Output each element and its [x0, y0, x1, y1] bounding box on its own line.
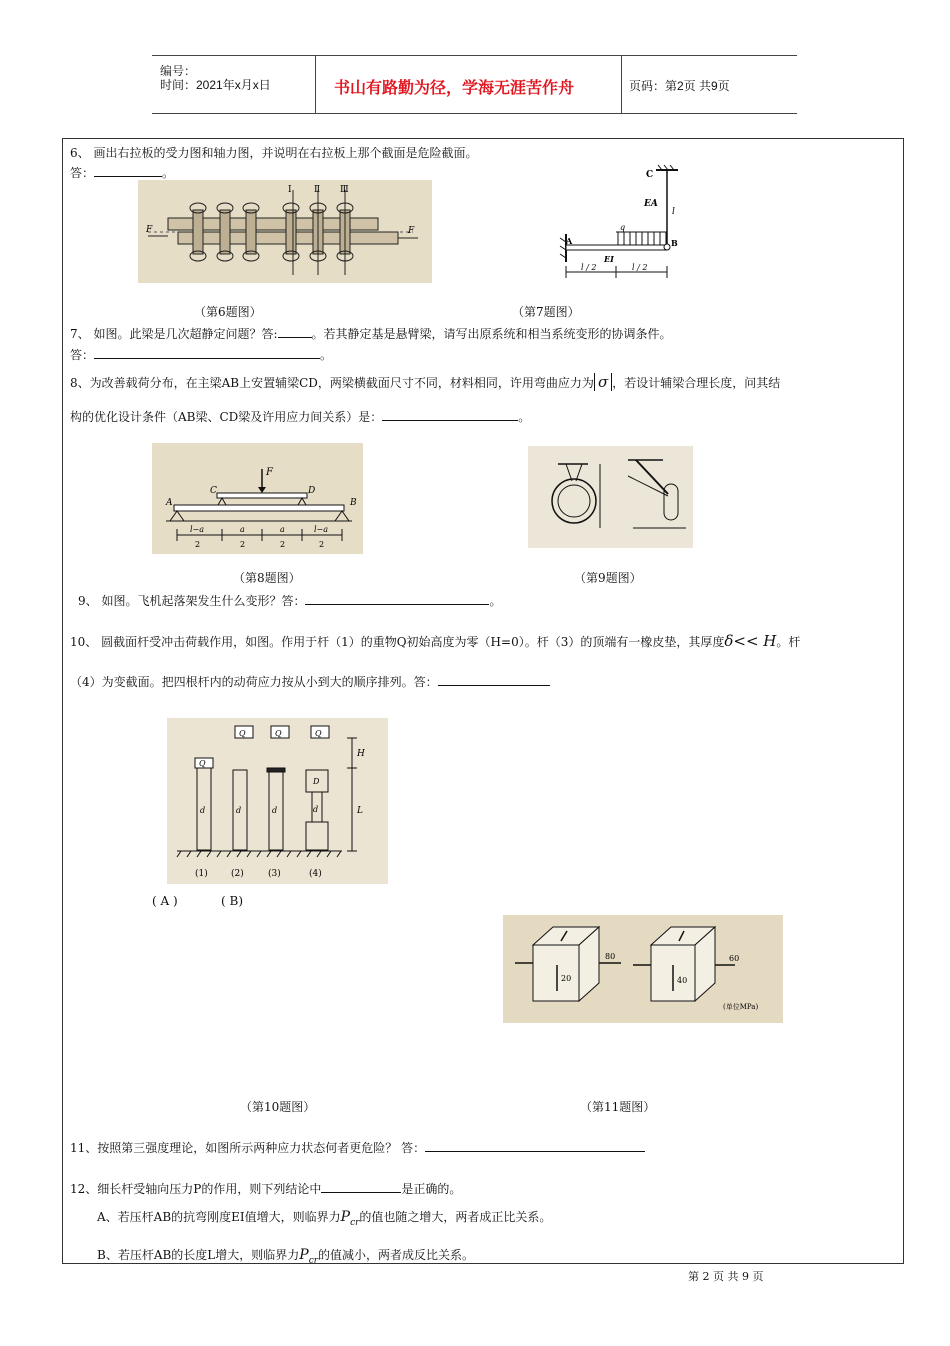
fig10-label: (2): [231, 869, 244, 879]
number-label: 编号：: [160, 64, 197, 78]
option-b-text-rest: 的值减小，两者成反比关系。: [318, 1248, 475, 1262]
label-b: ( B): [221, 894, 243, 908]
header-divider-2: [621, 55, 622, 114]
answer-9-suffix: 。: [489, 594, 502, 608]
answer-7-suffix: 。: [320, 348, 333, 362]
answer-6-suffix: 。: [162, 166, 175, 180]
fig8-label: a: [240, 525, 245, 534]
fig8-label: D: [308, 486, 316, 496]
figure-7: [556, 162, 681, 292]
question-9: [78, 592, 501, 609]
answer-7: [70, 346, 332, 363]
critical-force-symbol: [340, 1209, 360, 1228]
header-divider-1: [315, 55, 316, 114]
figure-11: [503, 915, 783, 1023]
fig10-label: Q: [275, 729, 282, 738]
figure-8-caption: （第8题图）: [233, 571, 301, 585]
fig8-label: A: [166, 498, 173, 508]
fig8-label: B: [350, 498, 357, 508]
answer-6: [70, 164, 174, 181]
answer-11-blank[interactable]: [425, 1139, 645, 1152]
answer-8-blank[interactable]: [382, 408, 518, 421]
answer-6-prefix: 答：: [70, 166, 95, 180]
fig8-label: l−a: [314, 525, 329, 534]
option-12-a: [97, 1208, 551, 1228]
fig8-label: 2: [280, 540, 286, 549]
question-8-text-rest: ，若设计辅梁合理长度，问其结: [612, 376, 781, 390]
page-footer: 第 2 页 共 9 页: [688, 1270, 764, 1283]
fig7-label: l / 2: [581, 263, 597, 272]
fig10-label: Q: [315, 729, 322, 738]
figure-10-caption: （第10题图）: [240, 1100, 316, 1114]
fig8-label: l−a: [190, 525, 205, 534]
option-a-text-rest: 的值也随之增大，两者成正比关系。: [359, 1210, 552, 1224]
question-12-suffix: 是正确的。: [401, 1182, 462, 1196]
figure-9: [528, 446, 693, 548]
content-frame: [62, 138, 904, 1264]
fig10-label: d: [272, 806, 278, 815]
answer-7a-blank[interactable]: [278, 325, 312, 338]
answer-9-blank[interactable]: [305, 592, 489, 605]
fig11-label: 20: [561, 974, 572, 983]
question-8-line-2: [70, 408, 530, 425]
fig7-label: q: [620, 223, 626, 232]
fig10-label: L: [357, 806, 363, 816]
question-8-line-1: [70, 373, 780, 391]
figure-11-caption: （第11题图）: [580, 1100, 656, 1114]
option-a-text: A、若压杆AB的抗弯刚度EI值增大，则临界力: [97, 1210, 341, 1224]
answer-6-blank[interactable]: [94, 164, 162, 177]
fig7-label: A: [566, 236, 573, 246]
fig11-label: (单位MPa): [723, 1003, 759, 1011]
figure-8: [152, 443, 363, 554]
question-7-text-rest: 。若其静定基是悬臂梁，请写出原系统和相当系统变形的协调条件。: [311, 327, 672, 341]
fig10-label: Q: [239, 729, 246, 738]
fig11-label: 80: [605, 952, 616, 961]
question-10-line-1: [70, 632, 800, 650]
figure-9-caption: （第9题图）: [574, 571, 642, 585]
question-11-text: 11、按照第三强度理论，如图所示两种应力状态何者更危险？ 答：: [70, 1141, 426, 1155]
fig8-label: 2: [240, 540, 246, 549]
fig6-label: Ⅰ: [288, 185, 292, 195]
page-code: 页码：第2页 共9页: [629, 79, 730, 93]
motto: 书山有路勤为径，学海无涯苦作舟: [334, 80, 575, 97]
figure-6-caption: （第6题图）: [194, 305, 262, 319]
question-7: [70, 325, 672, 342]
question-10-text-2: （4）为变截面。把四根杆内的动荷应力按从小到大的顺序排列。答：: [70, 675, 438, 689]
fig7-label: EI: [604, 254, 614, 264]
answer-10-blank[interactable]: [438, 673, 550, 686]
critical-force-symbol: [299, 1247, 319, 1266]
pcr-main: P: [299, 1247, 309, 1263]
question-12: [70, 1180, 461, 1197]
fig7-label: l / 2: [632, 263, 648, 272]
header-top-rule: [152, 55, 797, 56]
fig10-label: D: [313, 777, 320, 786]
fig10-label: (4): [309, 869, 322, 879]
question-8-text: 8、为改善载荷分布，在主梁AB上安置辅梁CD，两梁横截面尺寸不同，材料相同，许用弯曲应力为: [70, 376, 594, 390]
answer-12-blank[interactable]: [321, 1180, 401, 1193]
answer-7-prefix: 答：: [70, 348, 95, 362]
fig8-label: F: [266, 467, 273, 478]
fig6-label: Ⅱ: [314, 185, 321, 195]
fig10-label: Q: [199, 759, 206, 768]
question-11: [70, 1139, 645, 1156]
pcr-sub: cr: [350, 1217, 360, 1228]
pcr-main: P: [340, 1209, 351, 1225]
question-7-text: 7、 如图。此梁是几次超静定问题？答:: [70, 327, 278, 341]
fig7-label: C: [646, 170, 654, 180]
pcr-sub: cr: [308, 1255, 319, 1266]
label-a: ( A ): [152, 894, 178, 908]
fig8-label: 2: [319, 540, 325, 549]
question-8-text-2: 构的优化设计条件（AB梁、CD梁及许用应力间关系）是：: [70, 410, 383, 424]
fig10-label: d: [236, 806, 242, 815]
fig8-label: 2: [195, 540, 201, 549]
header-bottom-rule: [152, 113, 797, 114]
question-10-text-rest: 。杆: [776, 635, 801, 649]
question-6: 6、 画出右拉板的受力图和轴力图，并说明在右拉板上那个截面是危险截面。: [70, 146, 478, 160]
fig11-label: 60: [729, 954, 740, 963]
fig10-label: H: [357, 749, 365, 759]
question-12-text: 12、细长杆受轴向压力P的作用，则下列结论中: [70, 1182, 322, 1196]
figure-6: [138, 180, 432, 283]
time-label: 时间：2021年x月x日: [160, 78, 271, 92]
option-b-text: B、若压杆AB的长度L增大，则临界力: [97, 1248, 300, 1262]
answer-8-suffix: 。: [518, 410, 531, 424]
question-9-text: 9、 如图。飞机起落架发生什么变形？答：: [78, 594, 306, 608]
fig7-label: EA: [644, 199, 658, 209]
fig7-label: B: [671, 238, 678, 248]
figure-10: [167, 718, 388, 884]
fig10-label: d: [313, 805, 319, 814]
fig10-label: d: [200, 806, 206, 815]
answer-7-blank[interactable]: [94, 346, 320, 359]
fig8-label: C: [210, 486, 217, 496]
fig6-label: F: [408, 226, 415, 236]
delta-condition: δ<< H: [724, 632, 777, 650]
figure-7-caption: （第7题图）: [512, 305, 580, 319]
fig8-label: a: [280, 525, 285, 534]
fig11-label: 40: [677, 976, 688, 985]
question-10-line-2: [70, 673, 550, 690]
fig6-label: F: [146, 225, 153, 235]
question-10-text: 10、 圆截面杆受冲击荷载作用，如图。作用于杆（1）的重物Q初始高度为零（H=0）。杆（3）的顶端有一橡皮垫，其厚度: [70, 635, 725, 649]
fig10-label: (1): [195, 869, 208, 879]
fig6-label: Ⅲ: [340, 185, 349, 195]
fig7-label: l: [672, 207, 675, 217]
allowable-stress-symbol: σ: [594, 373, 612, 391]
fig10-label: (3): [268, 869, 281, 879]
option-12-b: [97, 1246, 474, 1266]
